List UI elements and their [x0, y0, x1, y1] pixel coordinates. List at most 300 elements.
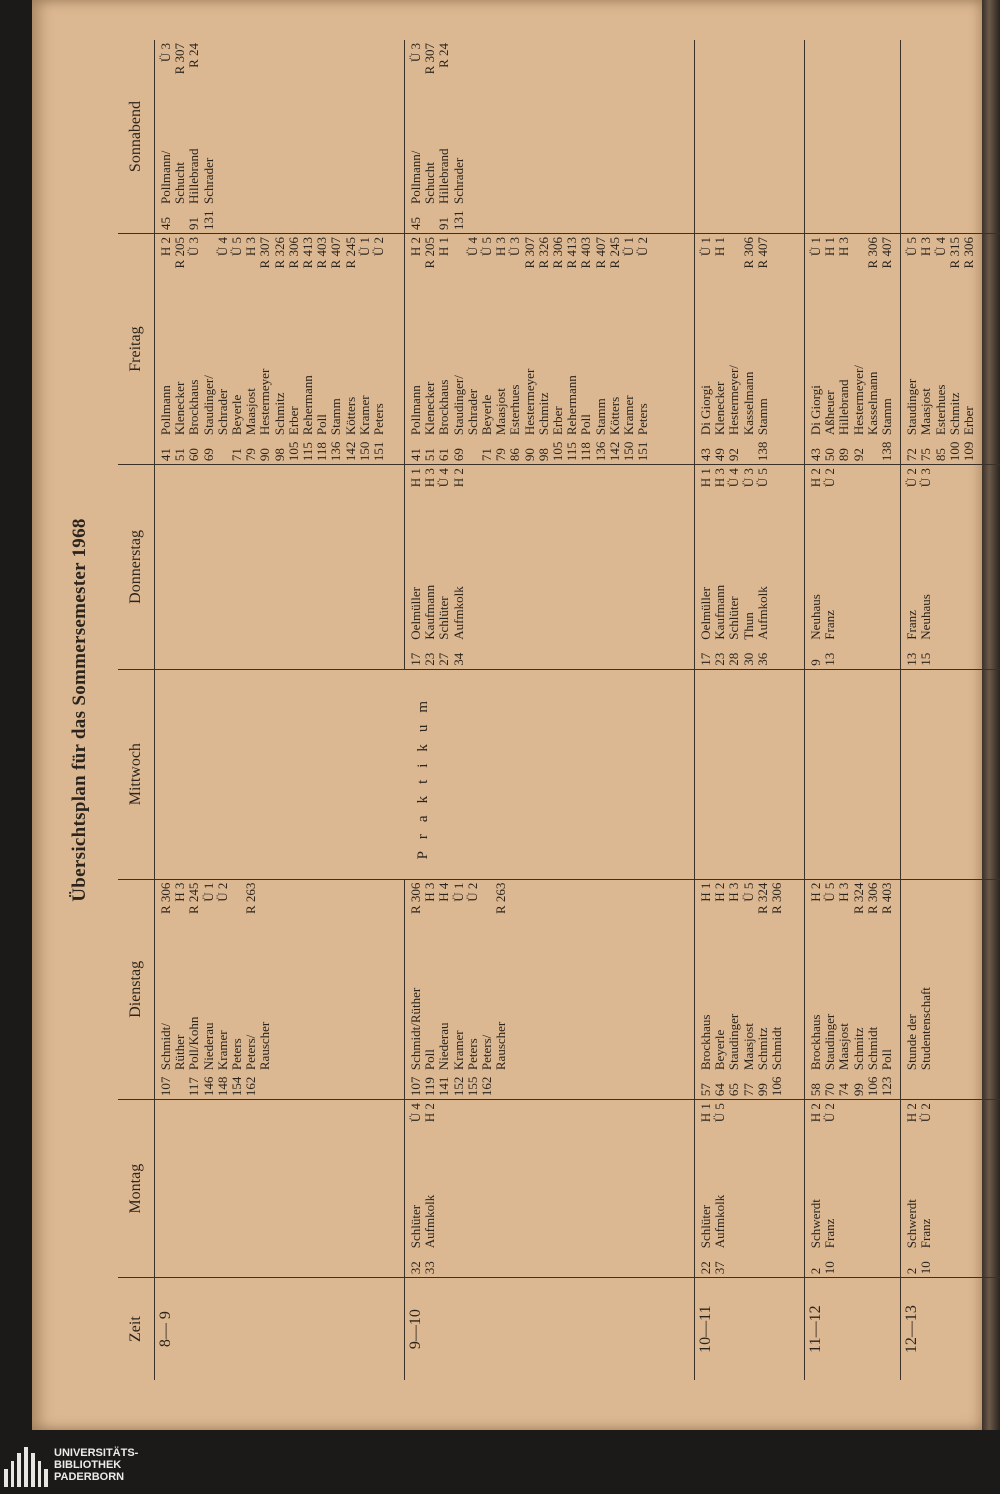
room: H 3 — [172, 882, 188, 902]
lecturer-name: Beyerle — [479, 394, 495, 436]
room: R 307 — [172, 43, 188, 75]
course-number: 91 — [186, 217, 202, 231]
library-logo-text: UNIVERSITÄTS- BIBLIOTHEK PADERBORN — [54, 1447, 139, 1483]
lecturer-name: Erber — [550, 406, 566, 436]
course-entry — [437, 468, 451, 666]
room: H 2 — [904, 1103, 920, 1123]
course-entry — [287, 237, 301, 461]
room: H 3 — [243, 237, 259, 257]
room: R 403 — [578, 237, 594, 269]
course-number: 2 — [904, 1267, 920, 1275]
course-number: 17 — [408, 652, 423, 666]
course-number: 71 — [479, 448, 495, 462]
lecturer-name: Di Giorgi — [698, 385, 713, 436]
course-number: 77 — [740, 1083, 756, 1097]
course-entry — [452, 468, 466, 666]
lecturer-name: Stamm — [592, 398, 608, 436]
course-entry — [423, 468, 437, 666]
room: Ü 1 — [621, 237, 637, 257]
course-number: 115 — [564, 442, 580, 462]
course-entry — [699, 237, 713, 461]
room: R 307 — [521, 237, 537, 269]
lecturer-name: Kötters — [606, 396, 622, 436]
room: Ü 1 — [450, 882, 466, 902]
course-entry — [452, 883, 466, 1097]
course-entry — [713, 1103, 727, 1274]
room: R 245 — [342, 237, 358, 269]
time-slot: 12—13 — [901, 1278, 1000, 1380]
lecturer-name: Rauscher — [493, 1021, 509, 1071]
course-entry — [713, 237, 727, 461]
room: R 307 — [422, 43, 438, 75]
rotated-document — [60, 40, 977, 1380]
lecturer-name: Kramer — [450, 1030, 466, 1071]
course-number: 34 — [450, 652, 466, 666]
sonnabend-cell — [901, 40, 1000, 234]
montag-cell — [405, 1100, 695, 1278]
room — [452, 43, 466, 47]
course-entry — [466, 237, 480, 461]
lecturer-name: Stunde der — [904, 1014, 920, 1071]
course-entry — [372, 237, 386, 461]
course-number: 150 — [356, 441, 372, 462]
room: Ü 4 — [464, 237, 480, 257]
lecturer-name: Maasjost — [493, 388, 509, 436]
room: Ü 1 — [356, 237, 372, 257]
course-entry — [608, 237, 622, 461]
course-entry — [905, 883, 919, 1097]
lecturer-name: Schlüter — [436, 596, 452, 640]
course-entry — [551, 237, 565, 461]
room: H 1 — [408, 468, 423, 488]
room: Ü 2 — [904, 468, 920, 488]
header-dienstag: Dienstag — [118, 879, 155, 1100]
course-entry — [258, 883, 272, 1097]
freitag-cell — [405, 234, 695, 465]
lecturer-name: Pollmann/ — [158, 150, 173, 205]
room: R 306 — [769, 882, 785, 915]
course-entry — [852, 237, 866, 461]
course-entry — [727, 883, 741, 1097]
lecturer-name: Franz — [904, 610, 920, 640]
room — [919, 883, 933, 887]
lecturer-name: Esterhues — [507, 384, 523, 436]
course-number: 155 — [464, 1076, 480, 1097]
room: R 413 — [564, 237, 580, 269]
course-number: 64 — [712, 1083, 728, 1097]
course-number — [919, 1070, 933, 1096]
course-number: 107 — [408, 1076, 423, 1097]
room — [202, 43, 216, 47]
lecturer-name: Stamm — [754, 398, 770, 436]
lecturer-name: Poll — [422, 1049, 438, 1071]
course-number: 150 — [621, 441, 637, 462]
room: H 2 — [408, 237, 423, 257]
room: H 3 — [918, 237, 934, 257]
room: H 2 — [158, 237, 173, 257]
course-entry — [358, 237, 372, 461]
room: Ü 3 — [186, 237, 202, 257]
course-entry — [329, 237, 343, 461]
course-number: 43 — [698, 448, 713, 462]
room — [727, 237, 741, 241]
sonnabend-cell — [805, 40, 901, 234]
course-entry — [187, 43, 201, 230]
lecturer-name: Aufmkolk — [450, 586, 466, 640]
lecturer-name: Aufmkolk — [754, 586, 770, 640]
room: Ü 5 — [754, 468, 770, 488]
course-number: 118 — [314, 442, 330, 462]
time-slot: 9—10 — [405, 1278, 695, 1380]
lecturer-name: Schmitz — [946, 392, 962, 436]
course-number: 141 — [436, 1076, 452, 1097]
course-entry — [727, 237, 741, 461]
course-number: 99 — [754, 1083, 770, 1097]
course-number: 10 — [822, 1261, 838, 1275]
room: H 3 — [712, 468, 728, 488]
course-entry — [508, 237, 522, 461]
course-entry — [173, 883, 187, 1097]
lecturer-name: Maasjost — [740, 1023, 756, 1071]
lecturer-name: Kramer — [621, 395, 637, 436]
course-entry — [216, 883, 230, 1097]
course-entry — [809, 883, 823, 1097]
room: R 407 — [592, 237, 608, 269]
course-entry — [742, 237, 756, 461]
room: H 2 — [712, 882, 728, 902]
library-logo-icon — [4, 1443, 48, 1487]
lecturer-name: Brockhaus — [186, 379, 202, 436]
course-number: 109 — [961, 441, 977, 462]
lecturer-name: Rehermann — [300, 375, 316, 436]
course-number: 2 — [808, 1267, 823, 1275]
lecturer-name: Aufmkolk — [422, 1194, 438, 1249]
course-entry — [866, 237, 880, 461]
timetable-header-row — [118, 40, 155, 1380]
lecturer-name: Brockhaus — [698, 1014, 713, 1071]
room: R 24 — [186, 43, 202, 68]
course-number: 106 — [769, 1076, 785, 1097]
course-entry — [594, 237, 608, 461]
course-number: 27 — [436, 652, 452, 666]
room: H 3 — [422, 468, 438, 488]
lecturer-name: Oelmüller — [408, 587, 423, 640]
course-number: 148 — [214, 1076, 230, 1097]
course-number: 30 — [740, 652, 756, 666]
course-number: 23 — [422, 652, 438, 666]
lecturer-name: Neuhaus — [918, 594, 934, 640]
course-entry — [823, 1103, 837, 1274]
room: R 306 — [408, 882, 423, 915]
lecturer-name: Rüther — [172, 1034, 188, 1071]
praktikum-cell: Praktikum — [155, 669, 695, 879]
room: H 2 — [422, 1103, 438, 1123]
course-entry — [409, 237, 423, 461]
course-number — [494, 1070, 508, 1096]
course-number: 45 — [158, 217, 173, 231]
lecturer-name: Schwerdt — [808, 1199, 823, 1249]
course-number: 60 — [186, 448, 202, 462]
course-entry — [187, 237, 201, 461]
course-number: 65 — [726, 1083, 742, 1097]
lecturer-name: Poll — [578, 414, 594, 436]
course-number: 72 — [904, 448, 920, 462]
course-number: 49 — [712, 448, 728, 462]
room: Ü 3 — [408, 43, 423, 63]
room: Ü 5 — [712, 1103, 728, 1123]
donnerstag-cell — [695, 465, 805, 670]
course-entry — [230, 237, 244, 461]
lecturer-name: Peters/ — [479, 1034, 495, 1071]
freitag-cell — [805, 234, 901, 465]
room: R 205 — [172, 237, 188, 269]
course-entry — [437, 43, 451, 230]
room — [852, 237, 866, 241]
room: Ü 4 — [932, 237, 948, 257]
course-entry — [866, 883, 880, 1097]
course-number: 92 — [726, 448, 742, 462]
lecturer-name: Hestermeyer/ — [726, 365, 742, 436]
course-entry — [523, 237, 537, 461]
lecturer-name: Kaufmann — [712, 584, 728, 640]
dienstag-cell — [695, 879, 805, 1100]
course-number: 43 — [808, 448, 823, 462]
donnerstag-cell — [805, 465, 901, 670]
room: Ü 4 — [408, 1103, 423, 1123]
time-slot: 8— 9 — [155, 1278, 405, 1380]
room: R 263 — [243, 882, 259, 915]
room: R 407 — [754, 237, 770, 269]
room: Ü 1 — [200, 882, 216, 902]
lecturer-name: Peters — [464, 1038, 480, 1071]
course-number — [173, 204, 187, 230]
lecturer-name: Kramer — [214, 1030, 230, 1071]
room — [230, 883, 244, 887]
lecturer-name: Schrader — [200, 157, 216, 205]
course-entry — [437, 883, 451, 1097]
course-entry — [423, 1103, 437, 1274]
montag-cell — [901, 1100, 1000, 1278]
room: Ü 2 — [918, 1103, 934, 1123]
course-number: 9 — [808, 659, 823, 666]
lecturer-name: Schmidt/ — [158, 1023, 173, 1071]
lecturer-name: Staudinger — [726, 1013, 742, 1071]
course-entry — [452, 237, 466, 461]
course-number: 17 — [698, 652, 713, 666]
course-entry — [423, 237, 437, 461]
lecturer-name: Kramer — [356, 395, 372, 436]
lecturer-name: Schwerdt — [904, 1199, 920, 1249]
course-entry — [622, 237, 636, 461]
course-number: 10 — [918, 1261, 934, 1275]
lecturer-name: Maasjost — [918, 388, 934, 436]
lecturer-name: Niederau — [436, 1022, 452, 1071]
room: R 263 — [493, 882, 509, 915]
sonnabend-cell — [695, 40, 805, 234]
lecturer-name: Aßheuer — [822, 390, 838, 436]
course-number: 51 — [172, 448, 188, 462]
course-entry — [159, 883, 173, 1097]
course-number: 152 — [450, 1076, 466, 1097]
header-freitag: Freitag — [118, 234, 155, 465]
montag-cell — [695, 1100, 805, 1278]
lecturer-name: Brockhaus — [436, 379, 452, 436]
timetable-row — [901, 40, 1000, 1380]
course-number: 57 — [698, 1083, 713, 1097]
course-number — [423, 204, 437, 230]
course-entry — [244, 237, 258, 461]
dienstag-cell — [155, 879, 405, 1100]
lecturer-name: Pollmann/ — [408, 150, 423, 205]
course-number: 162 — [479, 1076, 495, 1097]
header-donnerstag: Donnerstag — [118, 465, 155, 670]
course-number: 123 — [879, 1076, 895, 1097]
course-entry — [905, 468, 919, 666]
course-entry — [699, 883, 713, 1097]
lecturer-name: Schmitz — [850, 1027, 866, 1071]
room: R 403 — [314, 237, 330, 269]
dienstag-cell — [901, 879, 1000, 1100]
room: R 306 — [740, 237, 756, 269]
lecturer-name: Peters — [371, 403, 387, 436]
mittwoch-cell — [901, 669, 1000, 879]
course-number: 117 — [186, 1077, 202, 1097]
lecturer-name: Schmitz — [271, 392, 287, 436]
course-number: 86 — [507, 448, 523, 462]
course-entry — [173, 237, 187, 461]
room: R 306 — [158, 882, 173, 915]
room: R 205 — [422, 237, 438, 269]
course-entry — [187, 883, 201, 1097]
room: Ü 5 — [229, 237, 245, 257]
course-number: 151 — [635, 441, 651, 462]
room: Ü 4 — [214, 237, 230, 257]
lecturer-name: Maasjost — [836, 1023, 852, 1071]
course-number: 119 — [422, 1077, 438, 1097]
course-entry — [699, 1103, 713, 1274]
lecturer-name: Schmitz — [535, 392, 551, 436]
donnerstag-cell — [405, 465, 695, 670]
lecturer-name: Schrader — [214, 388, 230, 436]
lecturer-name: Esterhues — [932, 384, 948, 436]
lecturer-name: Schmidt — [864, 1026, 880, 1071]
course-number: 13 — [822, 652, 838, 666]
room: Ü 3 — [158, 43, 173, 63]
course-number: 131 — [450, 210, 466, 231]
course-number: 50 — [822, 448, 838, 462]
course-number: 22 — [698, 1261, 713, 1275]
lecturer-name: Franz — [918, 1218, 934, 1249]
course-entry — [823, 468, 837, 666]
lecturer-name: Staudinger — [904, 378, 920, 436]
room: Ü 3 — [918, 468, 934, 488]
course-number: 69 — [200, 448, 216, 462]
course-number: 138 — [754, 441, 770, 462]
course-entry — [809, 1103, 823, 1274]
course-entry — [344, 237, 358, 461]
course-entry — [809, 237, 823, 461]
room: Ü 5 — [904, 237, 920, 257]
course-number: 90 — [521, 448, 537, 462]
room: Ü 5 — [822, 882, 838, 902]
course-number: 142 — [342, 441, 358, 462]
lecturer-name: Hestermeyer/ — [850, 365, 866, 436]
course-entry — [409, 1103, 423, 1274]
room: Ü 5 — [479, 237, 495, 257]
course-number — [866, 435, 880, 461]
lecturer-name: Schucht — [422, 162, 438, 205]
course-number — [742, 435, 756, 461]
course-entry — [852, 883, 866, 1097]
room: R 307 — [257, 237, 273, 269]
lecturer-name: Beyerle — [712, 1029, 728, 1071]
room: H 1 — [698, 1103, 713, 1123]
donnerstag-cell — [901, 465, 1000, 670]
lecturer-name: Hestermeyer — [521, 368, 537, 436]
course-entry — [809, 468, 823, 666]
room: Ü 3 — [740, 468, 756, 488]
course-number: 41 — [158, 448, 173, 462]
course-number — [173, 1070, 187, 1096]
lecturer-name: Schlüter — [698, 1204, 713, 1249]
room: R 315 — [946, 237, 962, 269]
header-zeit: Zeit — [118, 1278, 155, 1380]
room: R 245 — [606, 237, 622, 269]
course-number: 90 — [257, 448, 273, 462]
room: H 1 — [698, 882, 713, 902]
course-number: 33 — [422, 1261, 438, 1275]
dienstag-cell — [805, 879, 901, 1100]
course-entry — [919, 237, 933, 461]
course-number: 99 — [850, 1083, 866, 1097]
course-number: 70 — [822, 1083, 838, 1097]
course-entry — [713, 883, 727, 1097]
course-entry — [315, 237, 329, 461]
room: Ü 2 — [371, 237, 387, 257]
course-entry — [409, 43, 423, 230]
course-entry — [770, 883, 784, 1097]
room: Ü 2 — [822, 1103, 838, 1123]
room: R 245 — [186, 882, 202, 915]
lecturer-name: Kaufmann — [422, 584, 438, 640]
sonnabend-cell — [155, 40, 405, 234]
course-number: 142 — [606, 441, 622, 462]
course-number: 115 — [300, 442, 316, 462]
room: H 3 — [836, 237, 852, 257]
course-entry — [837, 237, 851, 461]
lecturer-name: Brockhaus — [808, 1014, 823, 1071]
lecturer-name: Kasselmann — [740, 371, 756, 436]
course-entry — [173, 43, 187, 230]
montag-cell — [155, 1100, 405, 1278]
course-number: 98 — [271, 448, 287, 462]
course-number — [258, 1070, 272, 1096]
lecturer-name: Rauscher — [257, 1021, 273, 1071]
course-entry — [423, 43, 437, 230]
course-entry — [823, 237, 837, 461]
course-entry — [880, 237, 894, 461]
course-entry — [919, 1103, 933, 1274]
course-number: 105 — [285, 441, 301, 462]
room — [258, 883, 272, 887]
course-entry — [301, 237, 315, 461]
course-entry — [244, 883, 258, 1097]
course-entry — [409, 468, 423, 666]
course-number: 71 — [229, 448, 245, 462]
lecturer-name: Niederau — [200, 1022, 216, 1071]
course-number: 105 — [550, 441, 566, 462]
course-entry — [948, 237, 962, 461]
